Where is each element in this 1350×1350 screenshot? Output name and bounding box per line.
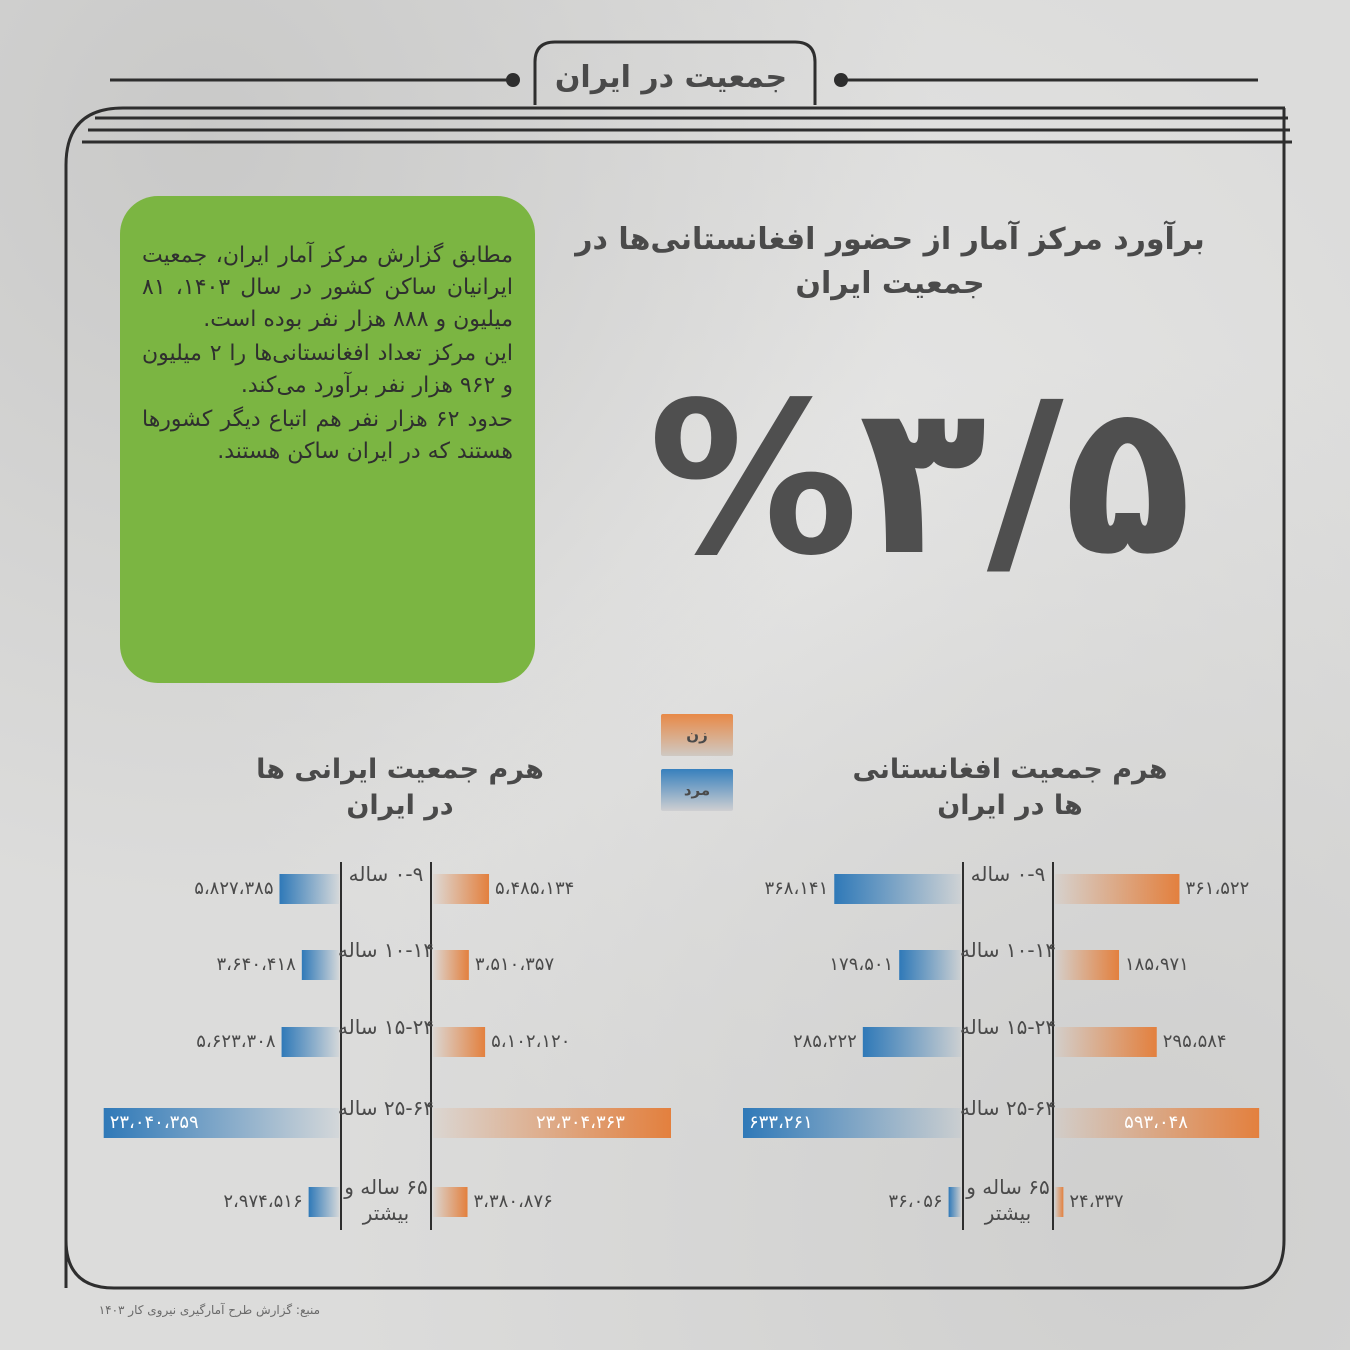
- page-title: برآورد مرکز آمار از حضور افغانستانی‌ها در جمعیت ایران: [575, 222, 1205, 301]
- afghan-male-value: ۱۷۹،۵۰۱: [829, 954, 894, 975]
- afghan-male-value: ۳۶،۰۵۶: [888, 1191, 943, 1212]
- afghan-age-label: ۰-۹ ساله: [970, 862, 1046, 886]
- afghan-female-bar: [1055, 1027, 1157, 1057]
- legend-female: زن: [661, 714, 733, 756]
- source-note: منبع: گزارش طرح آمارگیری نیروی کار ۱۴۰۳: [98, 1303, 320, 1317]
- iran-age-label: ۶۵ ساله و بیشتر: [344, 1175, 428, 1225]
- header-tab-label: جمعیت در ایران: [554, 60, 788, 95]
- iran-age-label: ۱۵-۲۴ ساله: [337, 1015, 435, 1039]
- afghan-male-value: ۲۸۵،۲۲۲: [792, 1031, 857, 1052]
- iran-female-bar: [433, 874, 489, 904]
- iran-age-label: ۲۵-۶۴ ساله: [337, 1096, 435, 1120]
- iran-female-value: ۳،۳۸۰،۸۷۶: [473, 1191, 553, 1212]
- iran-male-value: ۵،۶۲۳،۳۰۸: [196, 1031, 276, 1052]
- info-paragraph: مطابق گزارش مرکز آمار ایران، جمعیت ایرانیان ساکن کشور در سال ۱۴۰۳، ۸۱ میلیون و ۸۸۸ هزار نفر بوده است.: [142, 243, 513, 332]
- afghan-male-value: ۳۶۸،۱۴۱: [764, 878, 829, 899]
- afghan-female-bar: [1055, 874, 1179, 904]
- iran-female-value: ۳،۵۱۰،۳۵۷: [474, 954, 555, 975]
- iran-age-label: ۰-۹ ساله: [348, 862, 424, 886]
- iran-female-value: ۲۳،۳۰۴،۳۶۳: [536, 1112, 625, 1133]
- afghan-pyramid-title: هرم جمعیت افغانستانی ها در ایران: [852, 754, 1168, 821]
- afghan-female-value: ۳۶۱،۵۲۲: [1185, 878, 1250, 899]
- afghan-male-bar: [863, 1027, 961, 1057]
- iran-age-label: ۱۰-۱۴ ساله: [337, 938, 435, 962]
- afghan-female-value: ۲۴،۳۳۷: [1069, 1191, 1124, 1212]
- afghan-male-value: ۶۳۳،۲۶۱: [749, 1112, 813, 1133]
- afghan-female-bar: [1055, 950, 1119, 980]
- afghan-age-label: ۱۵-۲۴ ساله: [959, 1015, 1057, 1039]
- info-paragraph: این مرکز تعداد افغانستانی‌ها را ۲ میلیون و ۹۶۲ هزار نفر برآورد می‌کند.: [142, 341, 514, 398]
- iran-female-value: ۵،۱۰۲،۱۲۰: [491, 1031, 571, 1052]
- afghan-female-value: ۲۹۵،۵۸۴: [1162, 1031, 1227, 1052]
- afghan-age-label: ۶۵ ساله و بیشتر: [966, 1175, 1050, 1225]
- iran-male-value: ۳،۶۴۰،۴۱۸: [216, 954, 296, 975]
- iran-male-value: ۵،۸۲۷،۳۸۵: [194, 878, 274, 899]
- afghan-male-bar: [834, 874, 961, 904]
- afghan-age-label: ۱۰-۱۴ ساله: [959, 938, 1057, 962]
- afghan-age-label: ۲۵-۶۴ ساله: [959, 1096, 1057, 1120]
- legend-male: مرد: [661, 769, 733, 811]
- afghan-male-bar: [899, 950, 961, 980]
- big-percentage-figure: %۳/۵: [648, 357, 1192, 602]
- iran-male-value: ۲،۹۷۴،۵۱۶: [223, 1191, 303, 1212]
- iran-male-value: ۲۳،۰۴۰،۳۵۹: [109, 1112, 199, 1133]
- iran-female-value: ۵،۴۸۵،۱۳۴: [495, 878, 575, 899]
- afghan-female-value: ۵۹۳،۰۴۸: [1124, 1112, 1188, 1133]
- afghan-female-value: ۱۸۵،۹۷۱: [1125, 954, 1189, 975]
- info-box: [120, 196, 535, 683]
- iran-pyramid-title: هرم جمعیت ایرانی ها در ایران: [256, 754, 544, 821]
- info-paragraph: حدود ۶۲ هزار نفر هم اتباع دیگر کشورها هستند که در ایران ساکن هستند.: [142, 407, 514, 464]
